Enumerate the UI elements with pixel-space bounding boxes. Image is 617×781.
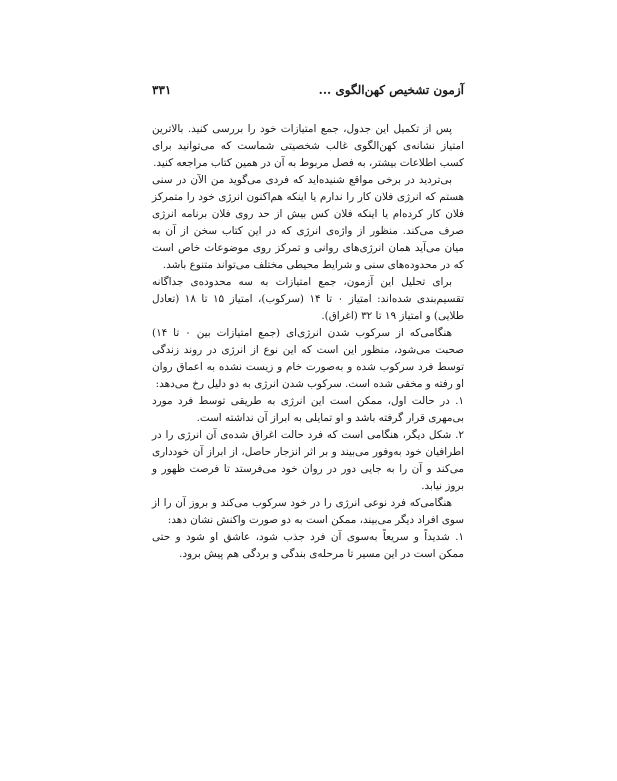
list-item-3-text: شدیداً و سریعاً به‌سوی آن فرد جذب شود، عاشق او شود و حتی ممکن است در این مسیر تا مرحله‌ی بندگی و بردگی هم پیش برود. [152, 531, 464, 560]
list-item-1-text: در حالت اول، ممکن است این انرژی به طریقی توسط فرد مورد بی‌مهری قرار گرفته باشد و او تمایلی به ابراز آن نداشته است. [152, 395, 464, 424]
list-item-1-number: ۱. [455, 395, 464, 407]
list-item-2-number: ۲. [455, 429, 464, 441]
paragraph-5: هنگامی‌که فرد نوعی انرژی را در خود سرکوب می‌کند و بروز آن را از سوی افراد دیگر می‌بیند، ممکن است به دو صورت واکنش نشان دهد: [152, 497, 464, 526]
paragraph-2: بی‌تردید در برخی مواقع شنیده‌اید که فردی می‌گوید من الآن در سنی هستم که انرژی فلان کار را ندارم یا اینکه هم‌اکنون انرژی خود را متمرکز فلان کار کرده‌ام یا اینکه فلان کس بیش از حد روی فلان برنامه انرژی صرف می‌کند. منظور از واژه‌ی انرژی که در این کتاب سخن از آن به میان می‌آید همان انرژی‌های روانی و تمرکز روی موضوعات خاص است که در محدوده‌های سنی و شرایط محیطی مختلف می‌تواند متنوع باشد. [152, 174, 464, 271]
list-item-3-number: ۱. [455, 531, 464, 543]
body-text [152, 121, 464, 563]
chapter-title: آزمون تشخیص کهن‌الگوی ... [318, 83, 464, 97]
paragraph-3: برای تحلیل این آزمون، جمع امتیازات به سه محدوده‌ی جداگانه تقسیم‌بندی شده‌اند: امتیاز ۰ تا ۱۴ (سرکوب)، امتیاز ۱۵ تا ۱۸ (تعادل طلایی) و امتیاز ۱۹ تا ۳۲ (اغراق). [152, 276, 464, 322]
list-item-2 [152, 427, 464, 495]
running-header [152, 78, 464, 102]
list-item-2-text: شکل دیگر، هنگامی است که فرد حالت اغراق شده‌ی آن انرژی را در اطرافیان خود به‌وفور می‌بیند و بر اثر انزجار حاصل، از ابراز آن خودداری می‌کند و آن را به جایی دور در روان خود می‌فرستد تا فرصت ظهور و بروز نیابد. [152, 429, 464, 492]
page-number: ۳۳۱ [152, 83, 172, 97]
paragraph-1: پس از تکمیل این جدول، جمع امتیازات خود را بررسی کنید. بالاترین امتیاز نشانه‌ی کهن‌الگوی غالب شخصیتی شماست که می‌توانید برای کسب اطلاعات بیشتر، به فصل مربوط به آن در همین کتاب مراجعه کنید. [152, 123, 464, 169]
list-item-1 [152, 393, 464, 427]
paragraph-4: هنگامی‌که از سرکوب شدن انرژی‌ای (جمع امتیازات بین ۰ تا ۱۴) صحبت می‌شود، منظور این است که این نوع از انرژی در روند زندگی توسط فرد سرکوب شده و به‌صورت خام و زیست نشده به اعماق روان او رفته و مخفی شده است. سرکوب شدن انرژی به دو دلیل رخ می‌دهد: [152, 327, 464, 390]
list-item-3 [152, 529, 464, 563]
